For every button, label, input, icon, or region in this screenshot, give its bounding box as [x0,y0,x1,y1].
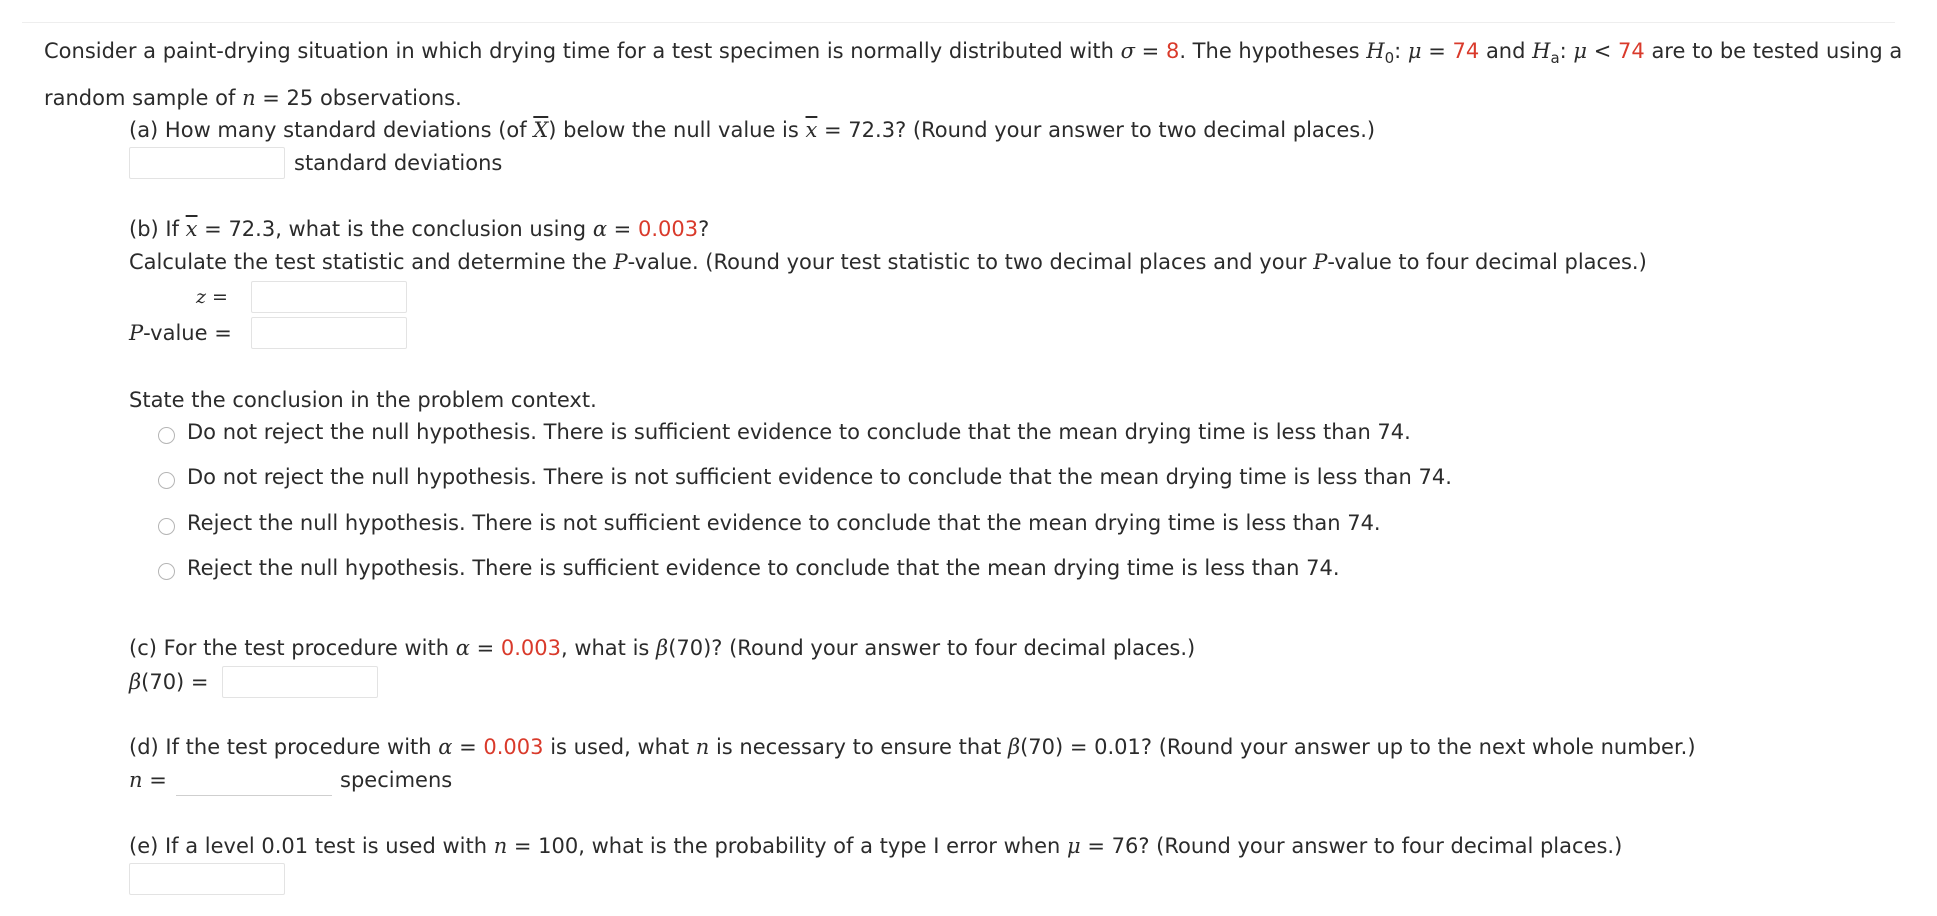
option-label: Reject the null hypothesis. There is sufficient evidence to conclude that the mean drying time is less than 74. [187,556,1340,580]
radio-button[interactable] [158,518,175,535]
n-label: n = [129,768,167,792]
type-one-error-input[interactable] [129,863,285,895]
part-d-question: (d) If the test procedure with α = 0.003 is used, what n is necessary to ensure that β(70) = 0.01? (Round your answer up to the next whole number.) [129,735,1696,759]
conclusion-option-1[interactable] [158,418,1411,446]
conclusion-option-2[interactable] [158,463,1452,491]
conclusion-prompt: State the conclusion in the problem context. [129,388,597,412]
part-e-question: (e) If a level 0.01 test is used with n = 100, what is the probability of a type I error when μ = 76? (Round your answer to four decimal places.) [129,834,1623,858]
beta-70-input[interactable] [222,666,378,698]
part-a-answer-input[interactable] [129,147,285,179]
z-label: z = [196,286,228,308]
radio-button[interactable] [158,563,175,580]
top-divider [22,22,1895,23]
z-statistic-input[interactable] [251,281,407,313]
option-label: Do not reject the null hypothesis. There is sufficient evidence to conclude that the mean drying time is less than 74. [187,420,1411,444]
part-a-unit: standard deviations [294,151,503,175]
part-c-question: (c) For the test procedure with α = 0.003, what is β(70)? (Round your answer to four decimal places.) [129,636,1196,660]
conclusion-option-4[interactable] [158,554,1340,582]
radio-button[interactable] [158,427,175,444]
p-value-input[interactable] [251,317,407,349]
part-d-unit: specimens [340,768,453,792]
part-b-instructions: Calculate the test statistic and determine the P-value. (Round your test statistic to two decimal places and your P-value to four decimal places.) [129,250,1647,274]
problem-statement: Consider a paint-drying situation in which drying time for a test specimen is normally distributed with σ = 8. The hypotheses $H_0$: μ = 74 and $H_a$: μ < 74 are to be tested using a random sample of n = 25 observations. [44,39,1903,110]
p-value-label: P-value = [129,321,232,345]
option-label: Reject the null hypothesis. There is not sufficient evidence to conclude that the mean drying time is less than 74. [187,511,1381,535]
radio-button[interactable] [158,472,175,489]
part-b-question: (b) If $\overline{x} = 72.3$, what is the conclusion using α = 0.003? [129,217,710,241]
beta-70-label: β(70) = [129,670,209,694]
part-a-question: (a) How many standard deviations (of $\overline{X}$) below the null value is $\overline{x} = 72.3$? (Round your answer to two decimal places.) [129,118,1376,142]
sample-size-input[interactable] [176,764,332,796]
option-label: Do not reject the null hypothesis. There is not sufficient evidence to conclude that the mean drying time is less than 74. [187,465,1452,489]
conclusion-option-3[interactable] [158,509,1381,537]
